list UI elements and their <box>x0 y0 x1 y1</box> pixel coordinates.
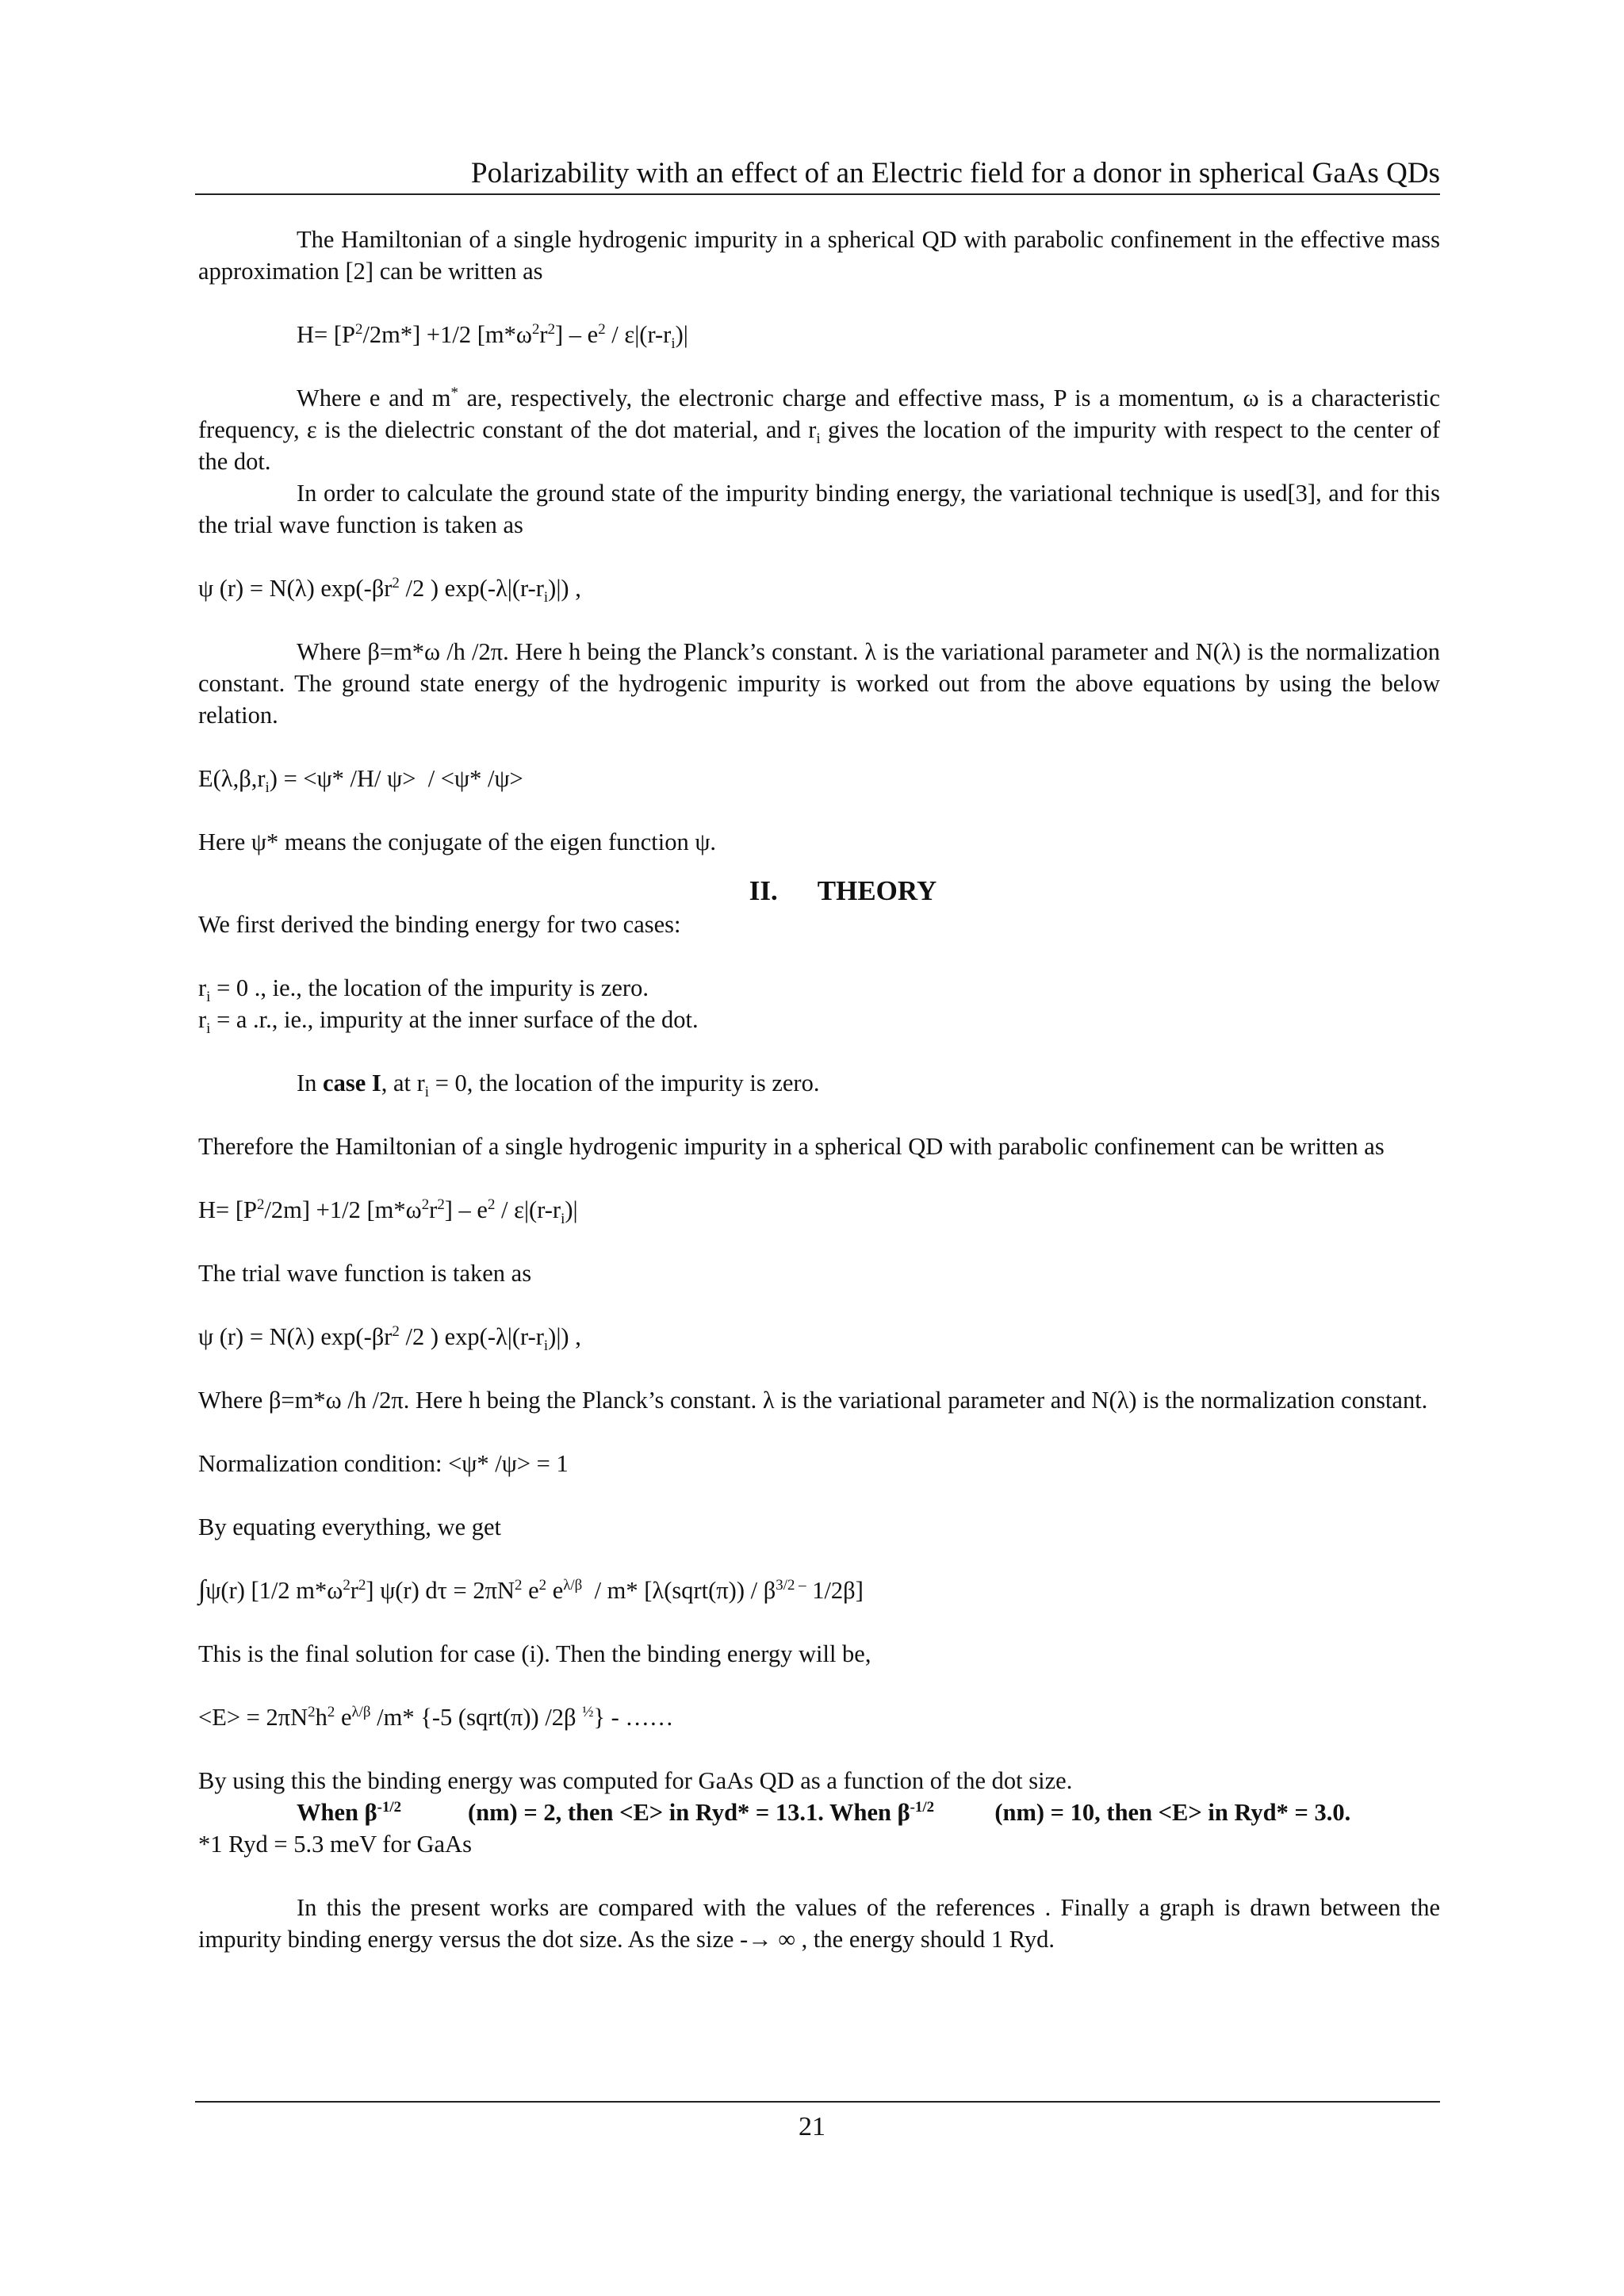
paragraph: Where β=m*ω /h /2π. Here h being the Planck’s constant. λ is the variational parameter and N(λ) is the normalization constant. <box>198 1387 1428 1414</box>
equation-hamiltonian: $H= [P^2/2m*] +1/2$ $[m*\omega^2r^2] - e^2 / \varepsilon|(r-r_i)|$ <box>297 320 688 353</box>
running-header: Polarizability with an effect of an Electric field for a donor in spherical GaAs QDs <box>471 157 1440 189</box>
section-heading <box>198 874 1440 909</box>
paragraph-bold: When $\beta^{-1/2}$ (nm) = 2, then <E> in Ryd* = 13.1. When $\beta^{-1/2}$ (nm) = 10, then <E> in Ryd* = 3.0. <box>297 1798 1351 1826</box>
case-item: $r_i = a$ .r., ie., impurity at the inner surface of the dot. <box>198 1006 699 1038</box>
paragraph: The Hamiltonian of a single hydrogenic impurity in a spherical QD with parabolic confinement in the effective mass approximation [2] can be written as <box>198 226 1440 285</box>
paragraph: Where β=m*ω /h /2π. Here h being the Planck’s constant. λ is the variational parameter and N(λ) is the normalization constant. The ground state energy of the hydrogenic impurity is worked out from the above equations by using the below relation. <box>198 638 1440 729</box>
paragraph: Normalization condition: <ψ* /ψ> = 1 <box>198 1450 569 1477</box>
body-text <box>198 224 1440 1955</box>
paragraph: By equating everything, we get <box>198 1513 501 1540</box>
paragraph: Where e and m* are, respectively, the electronic charge and effective mass, P is a momentum, ω is a characteristic frequency, ε is the dielectric constant of the dot material, and $r_i$ gives the location of the impurity with respect to the center of the dot. <box>198 384 1440 475</box>
equation-integral: ∫ψ(r) [1/2 $m*\omega^2r^2$] ψ(r) $d\tau = 2\pi N^2$ $e^2$ $e^{\lambda/\beta} / m*$ [λ(sqrt(π)) / $\beta^{3/2 -}$ 1/2β] <box>198 1575 864 1605</box>
equation-wavefunction: ψ (r) = N(λ) $\exp(-\beta r^2$ /2 ) $\exp(-\lambda|(r-r_i)|)$ , <box>198 574 581 607</box>
paragraph: By using this the binding energy was computed for GaAs QD as a function of the dot size. <box>198 1767 1073 1794</box>
equation-binding-energy: $<E> = 2\pi N^2h^2$ $e^{\lambda/\beta}$ /m* {-5 (sqrt(π)) /2β $^{\frac{1}{2}}$} - …… <box>198 1703 674 1731</box>
header-rule <box>195 193 1440 195</box>
paragraph: In order to calculate the ground state of the impurity binding energy, the variational technique is used[3], and for this the trial wave function is taken as <box>198 480 1440 538</box>
paragraph: Here ψ* means the conjugate of the eigen function ψ. <box>198 828 717 855</box>
paragraph: This is the final solution for case (i). Then the binding energy will be, <box>198 1640 871 1667</box>
section-title: THEORY <box>817 875 937 906</box>
equation-energy: $E(\lambda,\beta,r_i) = <\psi*$ /H/ ψ> / <ψ* /ψ> <box>198 765 523 797</box>
footnote-line: *1 Ryd = 5.3 meV for GaAs <box>198 1831 472 1858</box>
paragraph: In case I, at $r_i = 0$, the location of the impurity is zero. <box>297 1070 820 1101</box>
paragraph: We first derived the binding energy for two cases: <box>198 911 681 938</box>
equation-wavefunction-2: ψ (r) = N(λ) $\exp(-\beta r^2$ /2 ) $\exp(-\lambda|(r-r_i)|)$ , <box>198 1322 581 1355</box>
page-number: 21 <box>799 2112 825 2141</box>
case-item: $r_i = 0$ ., ie., the location of the impurity is zero. <box>198 974 649 1006</box>
paragraph: In this the present works are compared with the values of the references . Finally a graph is drawn between the impurity binding energy versus the dot size. As the size -→ ∞ , the energy should 1 Ryd. <box>198 1894 1440 1953</box>
footer-rule <box>195 2101 1440 2103</box>
paragraph: The trial wave function is taken as <box>198 1260 532 1287</box>
paragraph: Therefore the Hamiltonian of a single hydrogenic impurity in a spherical QD with parabolic confinement can be written as <box>198 1133 1385 1160</box>
section-number: II. <box>749 875 778 906</box>
equation-hamiltonian-2: $H= [P^2/2m] +1/2$ $[m*\omega^2r^2] - e^2 / \varepsilon|(r-r_i)|$ <box>198 1196 578 1228</box>
